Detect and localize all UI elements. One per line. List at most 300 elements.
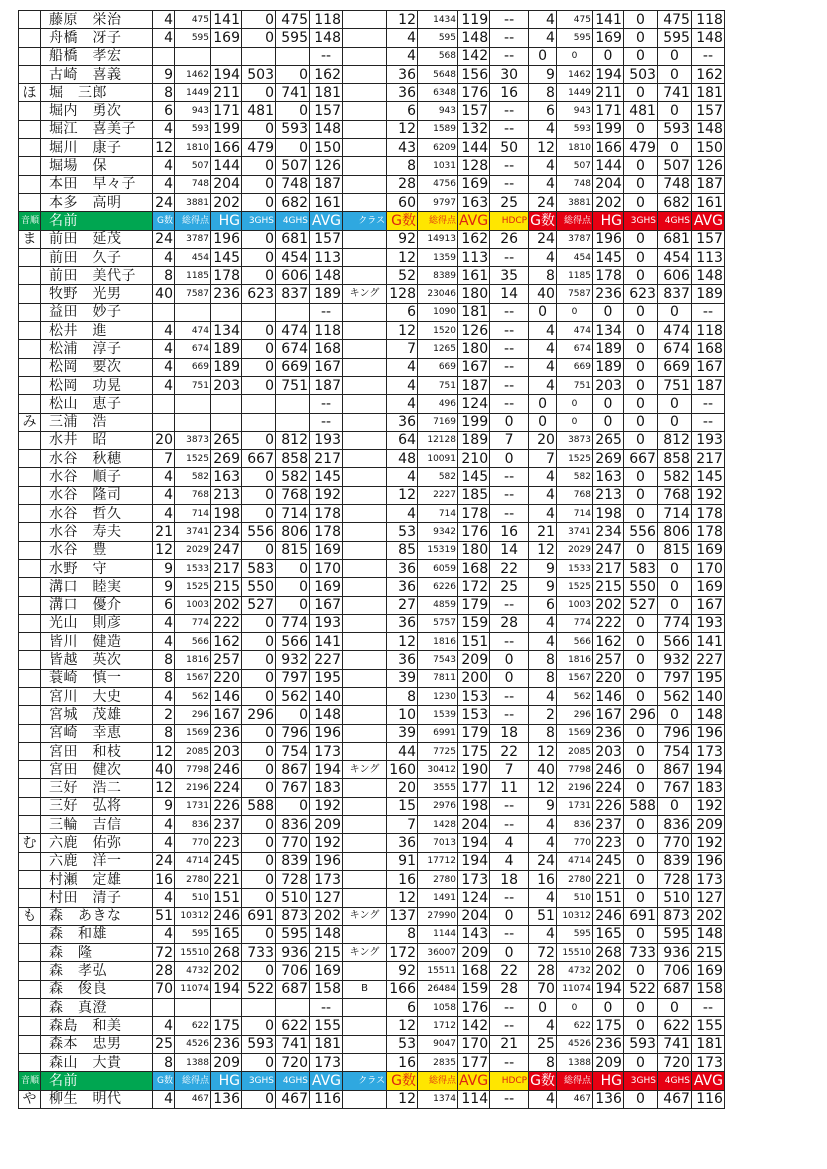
hg-cell: 144: [211, 157, 242, 175]
table-row: [19, 889, 725, 907]
initial-cell: [19, 614, 41, 632]
hg-cell: 198: [211, 505, 242, 523]
avg-header: AVG: [459, 212, 489, 229]
class-cell: [343, 395, 387, 413]
ghs4-cell: 806: [276, 523, 310, 541]
hg-cell: 202: [211, 596, 242, 614]
total-cell: 836: [556, 816, 592, 834]
avg-cell: 181: [691, 84, 724, 102]
hg-cell: 202: [592, 596, 623, 614]
hg-cell: 175: [592, 1017, 623, 1035]
ghs3-cell: 0: [623, 742, 657, 760]
total-cell: 1569: [175, 724, 211, 742]
total-cell: 562: [556, 687, 592, 705]
ghs4-cell: 706: [276, 962, 310, 980]
total-cell: 595: [556, 29, 592, 47]
initial-cell: [19, 651, 41, 669]
ghs4-cell: [276, 395, 310, 413]
ghs4-cell: 796: [657, 724, 691, 742]
ghs4-cell: 728: [657, 870, 691, 888]
name-cell: 松井 進: [41, 322, 153, 340]
name-cell: 水井 昭: [41, 431, 153, 449]
total-cell: 1520: [418, 322, 458, 340]
hg-cell: 268: [211, 944, 242, 962]
games-cell: 53: [387, 1035, 418, 1053]
hg-cell: 209: [211, 1053, 242, 1071]
hg-cell: 245: [592, 852, 623, 870]
class-cell: [343, 962, 387, 980]
hg-cell: 221: [592, 870, 623, 888]
total-cell: 1265: [418, 340, 458, 358]
hdcp-cell: --: [490, 596, 529, 614]
ghs3-cell: 0: [242, 157, 276, 175]
hdcp-cell: --: [490, 120, 529, 138]
ghs4-cell: 836: [657, 816, 691, 834]
avg-cell: 169: [458, 175, 490, 193]
ghs4-cell: 720: [657, 1053, 691, 1071]
games-cell: 12: [387, 1090, 418, 1108]
name-cell: 溝口 睦実: [41, 578, 153, 596]
ghs3-cell: 691: [242, 907, 276, 925]
hg-cell: 204: [592, 175, 623, 193]
hg-cell: 136: [592, 1090, 623, 1108]
avg-cell: 153: [458, 706, 490, 724]
class-header: クラス: [343, 1072, 387, 1090]
hg-cell: 215: [592, 578, 623, 596]
ghs3-cell: 0: [623, 84, 657, 102]
games-cell: 4: [529, 1090, 557, 1108]
avg-cell: 142: [458, 47, 490, 65]
ghs4-cell: 687: [657, 980, 691, 998]
class-cell: [343, 303, 387, 321]
total-cell: 10312: [175, 907, 211, 925]
total-cell: 1388: [175, 1053, 211, 1071]
avg-cell: 118: [310, 11, 343, 29]
total-cell: 566: [175, 633, 211, 651]
games-cell: 4: [153, 687, 175, 705]
total-cell: 7587: [556, 285, 592, 303]
name-cell: 水谷 隆司: [41, 486, 153, 504]
games-cell: 16: [153, 870, 175, 888]
avg-cell: 173: [310, 870, 343, 888]
avg-cell: 141: [691, 633, 724, 651]
avg-header: AVG: [459, 1072, 489, 1089]
ghs4-cell: 582: [276, 468, 310, 486]
games-cell: 4: [529, 925, 557, 943]
avg-cell: 124: [458, 889, 490, 907]
ghs4-cell: 0: [657, 596, 691, 614]
ghs4-cell: 714: [657, 505, 691, 523]
table-row: [19, 29, 725, 47]
initial-cell: [19, 248, 41, 266]
games-cell: 36: [387, 559, 418, 577]
hdcp-cell: --: [490, 157, 529, 175]
games-cell: 4: [153, 175, 175, 193]
total-cell: 566: [556, 633, 592, 651]
total-cell: 7725: [418, 742, 458, 760]
total-cell: 1388: [556, 1053, 592, 1071]
initial-cell: [19, 797, 41, 815]
hg-header: HG: [211, 212, 242, 230]
games-cell: 6: [153, 102, 175, 120]
hg-cell: 247: [211, 541, 242, 559]
avg-cell: 168: [458, 559, 490, 577]
ghs4-cell: [276, 303, 310, 321]
games-cell: 9: [529, 65, 557, 83]
table-row: [19, 486, 725, 504]
ghs3-cell: 556: [623, 523, 657, 541]
total-cell: 474: [556, 322, 592, 340]
games-cell: 4: [153, 322, 175, 340]
games-cell: 8: [529, 669, 557, 687]
total-cell: 1533: [556, 559, 592, 577]
avg-cell: --: [691, 413, 724, 431]
avg-cell: 169: [310, 962, 343, 980]
games-cell: 91: [387, 852, 418, 870]
total-cell: 2196: [175, 779, 211, 797]
games-cell: 92: [387, 962, 418, 980]
table-row: [19, 852, 725, 870]
avg-cell: 193: [310, 431, 343, 449]
hg-cell: 167: [592, 706, 623, 724]
class-cell: [343, 11, 387, 29]
initial-cell: [19, 669, 41, 687]
avg-cell: 189: [691, 285, 724, 303]
ghs3-cell: [242, 303, 276, 321]
hdcp-cell: 7: [490, 431, 529, 449]
total-cell: 1816: [556, 651, 592, 669]
class-cell: [343, 669, 387, 687]
avg-cell: 209: [310, 816, 343, 834]
games-cell: 8: [529, 1053, 557, 1071]
ghs3-cell: 623: [623, 285, 657, 303]
games-cell: 36: [387, 578, 418, 596]
games-cell: 9: [529, 559, 557, 577]
avg-cell: 113: [691, 248, 724, 266]
games-cell: 2: [153, 706, 175, 724]
hdcp-cell: --: [490, 706, 529, 724]
name-cell: 三浦 浩: [41, 413, 153, 431]
total-header: 総得点: [175, 212, 211, 230]
table-row: [19, 541, 725, 559]
name-cell: 宮城 茂雄: [41, 706, 153, 724]
games-cell: 166: [387, 980, 418, 998]
hdcp-header: HDCP: [490, 212, 529, 230]
games-cell: 16: [387, 870, 418, 888]
avg-cell: 187: [691, 175, 724, 193]
table-row: [19, 999, 725, 1017]
table-body: [19, 11, 725, 1109]
total-cell: 1525: [175, 450, 211, 468]
class-cell: [343, 47, 387, 65]
total-cell: 595: [418, 29, 458, 47]
games-cell: 4: [529, 687, 557, 705]
ghs4-cell: 595: [657, 925, 691, 943]
avg-cell: 167: [458, 358, 490, 376]
games-cell: 9: [153, 559, 175, 577]
ghs4-cell: 751: [276, 376, 310, 394]
total-cell: 23046: [418, 285, 458, 303]
ghs4-cell: 858: [276, 450, 310, 468]
initial-cell: [19, 1035, 41, 1053]
ghs4-cell: 595: [657, 29, 691, 47]
total-cell: 10091: [418, 450, 458, 468]
games-header: G数: [387, 1072, 418, 1090]
class-cell: [343, 431, 387, 449]
total-cell: 7169: [418, 413, 458, 431]
ghs3-cell: 0: [242, 742, 276, 760]
name-cell: 溝口 優介: [41, 596, 153, 614]
games-cell: [153, 303, 175, 321]
ghs4-cell: 0: [276, 797, 310, 815]
total-cell: 4714: [556, 852, 592, 870]
ghs4-cell: 767: [276, 779, 310, 797]
games-cell: 12: [387, 889, 418, 907]
initial-cell: [19, 925, 41, 943]
name-cell: 松浦 淳子: [41, 340, 153, 358]
avg-cell: 151: [458, 633, 490, 651]
games-cell: 24: [153, 852, 175, 870]
avg-cell: 163: [458, 193, 490, 211]
hdcp-cell: 0: [490, 651, 529, 669]
avg-cell: 194: [691, 761, 724, 779]
ghs4-cell: 806: [657, 523, 691, 541]
class-cell: [343, 358, 387, 376]
initial-cell: も: [19, 907, 41, 925]
games-cell: 4: [153, 505, 175, 523]
hg-cell: 213: [211, 486, 242, 504]
avg-cell: 161: [691, 193, 724, 211]
total-cell: 296: [556, 706, 592, 724]
avg-cell: 161: [310, 193, 343, 211]
avg-cell: 178: [691, 523, 724, 541]
avg-header: AVG: [310, 1072, 343, 1090]
ghs3-cell: 0: [242, 541, 276, 559]
total-cell: 1058: [418, 999, 458, 1017]
hdcp-cell: 30: [490, 65, 529, 83]
table-row: [19, 1090, 725, 1108]
total-cell: 7543: [418, 651, 458, 669]
hg-cell: 203: [592, 742, 623, 760]
ghs3-cell: 0: [242, 1090, 276, 1108]
table-row: [19, 925, 725, 943]
class-cell: [343, 870, 387, 888]
games-cell: 4: [153, 340, 175, 358]
avg-cell: 215: [310, 944, 343, 962]
total-cell: 595: [175, 29, 211, 47]
avg-cell: 172: [458, 578, 490, 596]
avg-cell: 126: [458, 322, 490, 340]
hg-cell: 0: [592, 999, 623, 1017]
initial-cell: [19, 303, 41, 321]
ghs3-cell: 0: [623, 541, 657, 559]
avg-cell: 145: [310, 468, 343, 486]
table-row: [19, 742, 725, 760]
avg-cell: 209: [691, 816, 724, 834]
total-cell: 943: [418, 102, 458, 120]
avg-cell: 148: [691, 925, 724, 943]
table-row: [19, 596, 725, 614]
avg-cell: --: [310, 303, 343, 321]
ghs3-cell: 0: [242, 431, 276, 449]
avg-cell: 195: [310, 669, 343, 687]
class-cell: [343, 614, 387, 632]
initial-cell: [19, 29, 41, 47]
initial-cell: [19, 889, 41, 907]
total-cell: 11074: [175, 980, 211, 998]
ghs3-cell: 0: [623, 376, 657, 394]
games-cell: 12: [387, 322, 418, 340]
table-row: [19, 120, 725, 138]
total-cell: 768: [175, 486, 211, 504]
ghs4-cell: 0: [276, 102, 310, 120]
ghs4-cell: 932: [276, 651, 310, 669]
ghs4-cell: 774: [276, 614, 310, 632]
name-cell: 水谷 哲久: [41, 505, 153, 523]
total-header: 総得点: [418, 1072, 458, 1090]
avg-header: AVG: [691, 212, 724, 230]
games-cell: 8: [153, 724, 175, 742]
hg-cell: 221: [211, 870, 242, 888]
games-cell: 4: [529, 157, 557, 175]
initial-cell: [19, 633, 41, 651]
name-cell: 堀内 勇次: [41, 102, 153, 120]
ghs4-cell: 0: [657, 65, 691, 83]
hg-cell: 178: [592, 267, 623, 285]
ghs4-cell: 566: [276, 633, 310, 651]
avg-cell: 177: [458, 779, 490, 797]
hdcp-cell: --: [490, 816, 529, 834]
table-row: [19, 578, 725, 596]
ghs3-cell: 481: [623, 102, 657, 120]
name-cell: 前田 美代子: [41, 267, 153, 285]
name-cell: 森山 大貴: [41, 1053, 153, 1071]
table-row: [19, 47, 725, 65]
avg-cell: 148: [691, 29, 724, 47]
avg-cell: 144: [458, 139, 490, 157]
avg-cell: --: [310, 47, 343, 65]
ghs3-cell: 0: [242, 84, 276, 102]
initial-cell: ほ: [19, 84, 41, 102]
total-cell: 714: [418, 505, 458, 523]
name-cell: 皆川 健造: [41, 633, 153, 651]
avg-cell: 202: [691, 907, 724, 925]
initial-header: 音順: [19, 212, 41, 230]
name-cell: 松山 恵子: [41, 395, 153, 413]
ghs3-cell: 0: [242, 376, 276, 394]
total-cell: 507: [556, 157, 592, 175]
initial-cell: [19, 431, 41, 449]
name-cell: 三輪 吉信: [41, 816, 153, 834]
ghs3-cell: 296: [242, 706, 276, 724]
hdcp-cell: 26: [490, 230, 529, 248]
avg-cell: 176: [458, 999, 490, 1017]
hdcp-cell: --: [490, 925, 529, 943]
total-cell: 1816: [418, 633, 458, 651]
ghs3-cell: 0: [623, 852, 657, 870]
ghs4-cell: 454: [276, 248, 310, 266]
avg-cell: 148: [691, 120, 724, 138]
games-cell: 6: [387, 303, 418, 321]
games-cell: 6: [153, 596, 175, 614]
avg-cell: 185: [458, 486, 490, 504]
hg-cell: 141: [592, 11, 623, 29]
initial-cell: ま: [19, 230, 41, 248]
total-cell: 510: [175, 889, 211, 907]
avg-cell: 177: [458, 1053, 490, 1071]
ghs3-cell: 479: [623, 139, 657, 157]
games-cell: 4: [529, 614, 557, 632]
hdcp-cell: --: [490, 29, 529, 47]
ghs3-cell: 0: [242, 358, 276, 376]
avg-cell: 210: [458, 450, 490, 468]
hdcp-cell: 22: [490, 559, 529, 577]
total-cell: 1374: [418, 1090, 458, 1108]
initial-cell: [19, 505, 41, 523]
hg-cell: 246: [592, 907, 623, 925]
initial-cell: [19, 559, 41, 577]
avg-cell: 204: [458, 816, 490, 834]
ghs3-cell: 0: [242, 120, 276, 138]
total-cell: 1810: [175, 139, 211, 157]
avg-cell: 119: [458, 11, 490, 29]
games-cell: 43: [387, 139, 418, 157]
avg-cell: 145: [691, 468, 724, 486]
ghs4-cell: 687: [276, 980, 310, 998]
ghs4-cell: 474: [657, 322, 691, 340]
games-cell: 44: [387, 742, 418, 760]
total-cell: 2029: [556, 541, 592, 559]
initial-cell: [19, 322, 41, 340]
hg-cell: 151: [592, 889, 623, 907]
games-cell: 0: [529, 395, 557, 413]
table-row: [19, 505, 725, 523]
hg-cell: 194: [592, 980, 623, 998]
ghs4-cell: 0: [276, 596, 310, 614]
ghs3-cell: 667: [623, 450, 657, 468]
hg-header: HG: [592, 212, 623, 230]
games-cell: 16: [529, 870, 557, 888]
initial-cell: [19, 761, 41, 779]
initial-cell: [19, 139, 41, 157]
games-cell: 4: [529, 468, 557, 486]
hdcp-cell: 0: [490, 669, 529, 687]
ghs3-cell: 588: [242, 797, 276, 815]
hdcp-cell: --: [490, 340, 529, 358]
avg-cell: 161: [458, 267, 490, 285]
ghs3-cell: 0: [242, 779, 276, 797]
games-cell: 48: [387, 450, 418, 468]
class-cell: [343, 376, 387, 394]
name-cell: 松岡 要次: [41, 358, 153, 376]
hg-cell: 269: [592, 450, 623, 468]
hg-cell: 199: [211, 120, 242, 138]
hg-cell: 151: [211, 889, 242, 907]
ghs4-cell: 741: [657, 1035, 691, 1053]
initial-cell: [19, 486, 41, 504]
ghs4-cell: 873: [276, 907, 310, 925]
table-row: [19, 65, 725, 83]
ghs3-cell: 0: [623, 1053, 657, 1071]
hdcp-cell: --: [490, 633, 529, 651]
avg-cell: 179: [458, 724, 490, 742]
total-cell: 6348: [418, 84, 458, 102]
hg-cell: 220: [592, 669, 623, 687]
initial-cell: [19, 541, 41, 559]
total-cell: 296: [175, 706, 211, 724]
class-cell: [343, 1053, 387, 1071]
name-cell: 水谷 豊: [41, 541, 153, 559]
